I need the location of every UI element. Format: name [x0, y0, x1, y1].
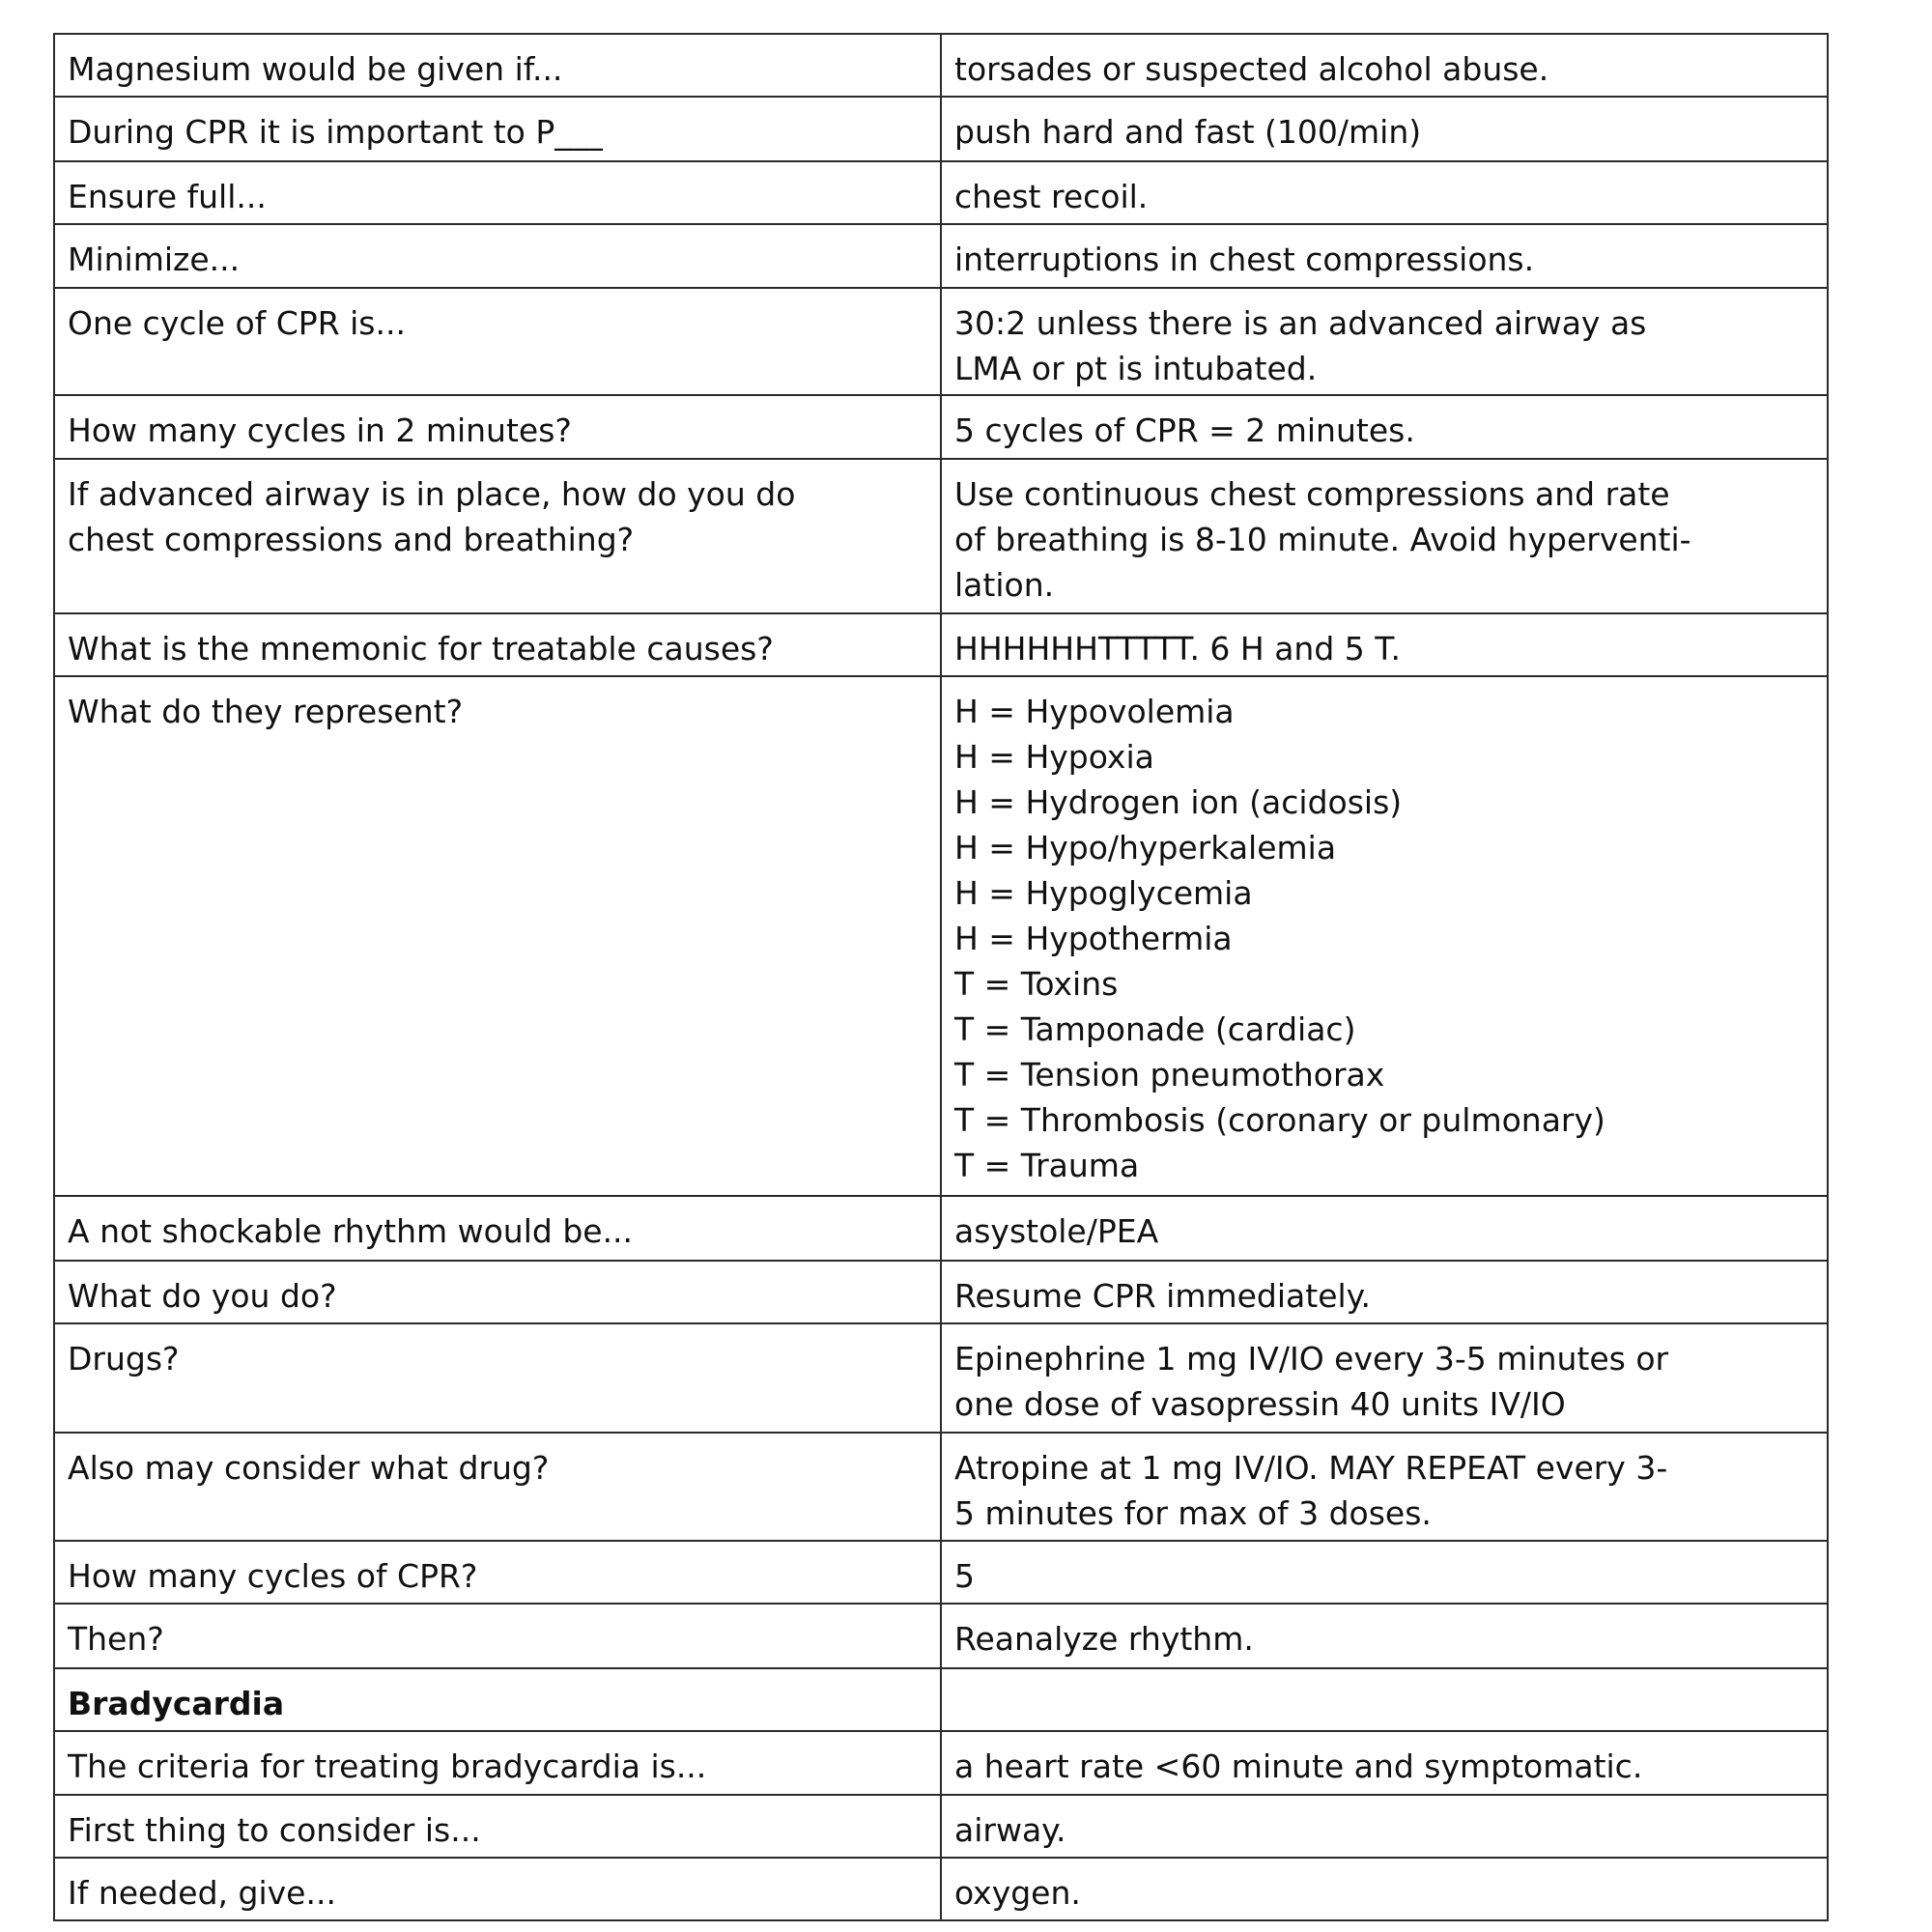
question-cell [54, 1731, 941, 1795]
question-cell [54, 676, 941, 1196]
question-cell [54, 1604, 941, 1668]
answer-text: chest recoil. [954, 178, 1149, 215]
answer-text: one dose of vasopressin 40 units IV/IO [954, 1385, 1566, 1423]
answer-text: push hard and fast (100/min) [954, 113, 1422, 151]
answer-text: HHHHHHTTTTT. 6 H and 5 T. [954, 630, 1401, 668]
answer-text: Reanalyze rhythm. [954, 1620, 1254, 1658]
table-row [54, 34, 1828, 97]
question-cell [54, 1795, 941, 1858]
question-cell [54, 1261, 941, 1323]
table-row [54, 1604, 1828, 1668]
answer-text: lation. [954, 566, 1055, 604]
table-row [54, 1323, 1828, 1433]
question-cell [54, 224, 941, 288]
question-text: What is the mnemonic for treatable causes? [68, 630, 774, 668]
question-text: Bradycardia [68, 1685, 285, 1722]
answer-text: a heart rate <60 minute and symptomatic. [954, 1747, 1643, 1785]
table-row [54, 1196, 1828, 1261]
table-row [54, 395, 1828, 459]
question-text: If needed, give... [68, 1874, 336, 1912]
table-row [54, 97, 1828, 161]
answer-cell [941, 161, 1828, 224]
question-text: Magnesium would be given if... [68, 50, 563, 88]
answer-text: airway. [954, 1811, 1066, 1849]
answer-text: 30:2 unless there is an advanced airway as [954, 304, 1647, 342]
answer-cell [941, 1433, 1828, 1541]
answer-cell [941, 395, 1828, 459]
answer-text: H = Hypoglycemia [954, 874, 1253, 912]
answer-text: H = Hydrogen ion (acidosis) [954, 783, 1403, 821]
answer-cell [941, 1858, 1828, 1920]
answer-text: Epinephrine 1 mg IV/IO every 3-5 minutes or [954, 1340, 1669, 1378]
question-cell [54, 1433, 941, 1541]
answer-cell [941, 613, 1828, 676]
answer-text: H = Hypo/hyperkalemia [954, 829, 1337, 867]
table-row [54, 1261, 1828, 1323]
answer-text: T = Tamponade (cardiac) [954, 1010, 1356, 1048]
question-cell [54, 1323, 941, 1433]
answer-text: asystole/PEA [954, 1212, 1159, 1250]
question-cell [54, 1196, 941, 1261]
question-text: Also may consider what drug? [68, 1449, 550, 1487]
answer-text: torsades or suspected alcohol abuse. [954, 50, 1549, 88]
question-text: Drugs? [68, 1340, 180, 1378]
question-cell [54, 288, 941, 395]
question-cell [54, 34, 941, 97]
flashcard-table [53, 33, 1829, 1921]
question-text: One cycle of CPR is... [68, 304, 406, 342]
table-body [54, 34, 1828, 1920]
table-row [54, 224, 1828, 288]
answer-text: T = Toxins [954, 965, 1119, 1003]
answer-text: Atropine at 1 mg IV/IO. MAY REPEAT every 3- [954, 1449, 1668, 1487]
table-row [54, 459, 1828, 613]
answer-text: LMA or pt is intubated. [954, 350, 1318, 387]
table-row [54, 1541, 1828, 1604]
question-text: What do they represent? [68, 693, 464, 730]
question-text: The criteria for treating bradycardia is... [68, 1747, 707, 1785]
question-cell [54, 1858, 941, 1920]
answer-text: H = Hypothermia [954, 920, 1233, 957]
table-row [54, 288, 1828, 395]
question-text: Minimize... [68, 241, 241, 278]
answer-cell [941, 1323, 1828, 1433]
answer-cell [941, 1261, 1828, 1323]
question-text: What do you do? [68, 1277, 337, 1315]
answer-cell [941, 1795, 1828, 1858]
answer-cell [941, 288, 1828, 395]
section-heading-row [54, 1668, 1828, 1731]
question-text: First thing to consider is... [68, 1811, 481, 1849]
answer-cell [941, 676, 1828, 1196]
question-text: Ensure full... [68, 178, 267, 215]
answer-text: 5 [954, 1557, 975, 1595]
answer-cell [941, 1541, 1828, 1604]
section-heading [54, 1668, 941, 1731]
question-text: Then? [68, 1620, 164, 1658]
table-row [54, 1795, 1828, 1858]
question-cell [54, 161, 941, 224]
question-text: During CPR it is important to P___ [68, 113, 603, 151]
answer-text: Resume CPR immediately. [954, 1277, 1371, 1315]
answer-cell [941, 1731, 1828, 1795]
answer-text: interruptions in chest compressions. [954, 241, 1535, 278]
answer-cell [941, 1196, 1828, 1261]
question-text: chest compressions and breathing? [68, 521, 635, 558]
question-text: If advanced airway is in place, how do you do [68, 475, 796, 513]
question-text: How many cycles in 2 minutes? [68, 412, 572, 449]
answer-text: 5 cycles of CPR = 2 minutes. [954, 412, 1415, 449]
question-text: A not shockable rhythm would be... [68, 1212, 634, 1250]
question-text: How many cycles of CPR? [68, 1557, 478, 1595]
table-row [54, 676, 1828, 1196]
table-row [54, 613, 1828, 676]
answer-cell [941, 97, 1828, 161]
answer-text: of breathing is 8-10 minute. Avoid hyperventi- [954, 521, 1691, 558]
answer-cell [941, 224, 1828, 288]
answer-text: T = Thrombosis (coronary or pulmonary) [954, 1101, 1605, 1139]
answer-text: H = Hypovolemia [954, 693, 1235, 730]
answer-cell [941, 1604, 1828, 1668]
question-cell [54, 1541, 941, 1604]
question-cell [54, 395, 941, 459]
answer-text: oxygen. [954, 1874, 1081, 1912]
table-row [54, 1433, 1828, 1541]
answer-cell [941, 1668, 1828, 1731]
answer-text: T = Tension pneumothorax [954, 1056, 1385, 1094]
answer-text: Use continuous chest compressions and rate [954, 475, 1670, 513]
question-cell [54, 97, 941, 161]
answer-cell [941, 459, 1828, 613]
table-row [54, 161, 1828, 224]
table-row [54, 1731, 1828, 1795]
answer-text: H = Hypoxia [954, 738, 1154, 776]
table-row [54, 1858, 1828, 1920]
answer-cell [941, 34, 1828, 97]
answer-text: 5 minutes for max of 3 doses. [954, 1494, 1432, 1532]
question-cell [54, 613, 941, 676]
question-cell [54, 459, 941, 613]
answer-text: T = Trauma [954, 1147, 1140, 1184]
